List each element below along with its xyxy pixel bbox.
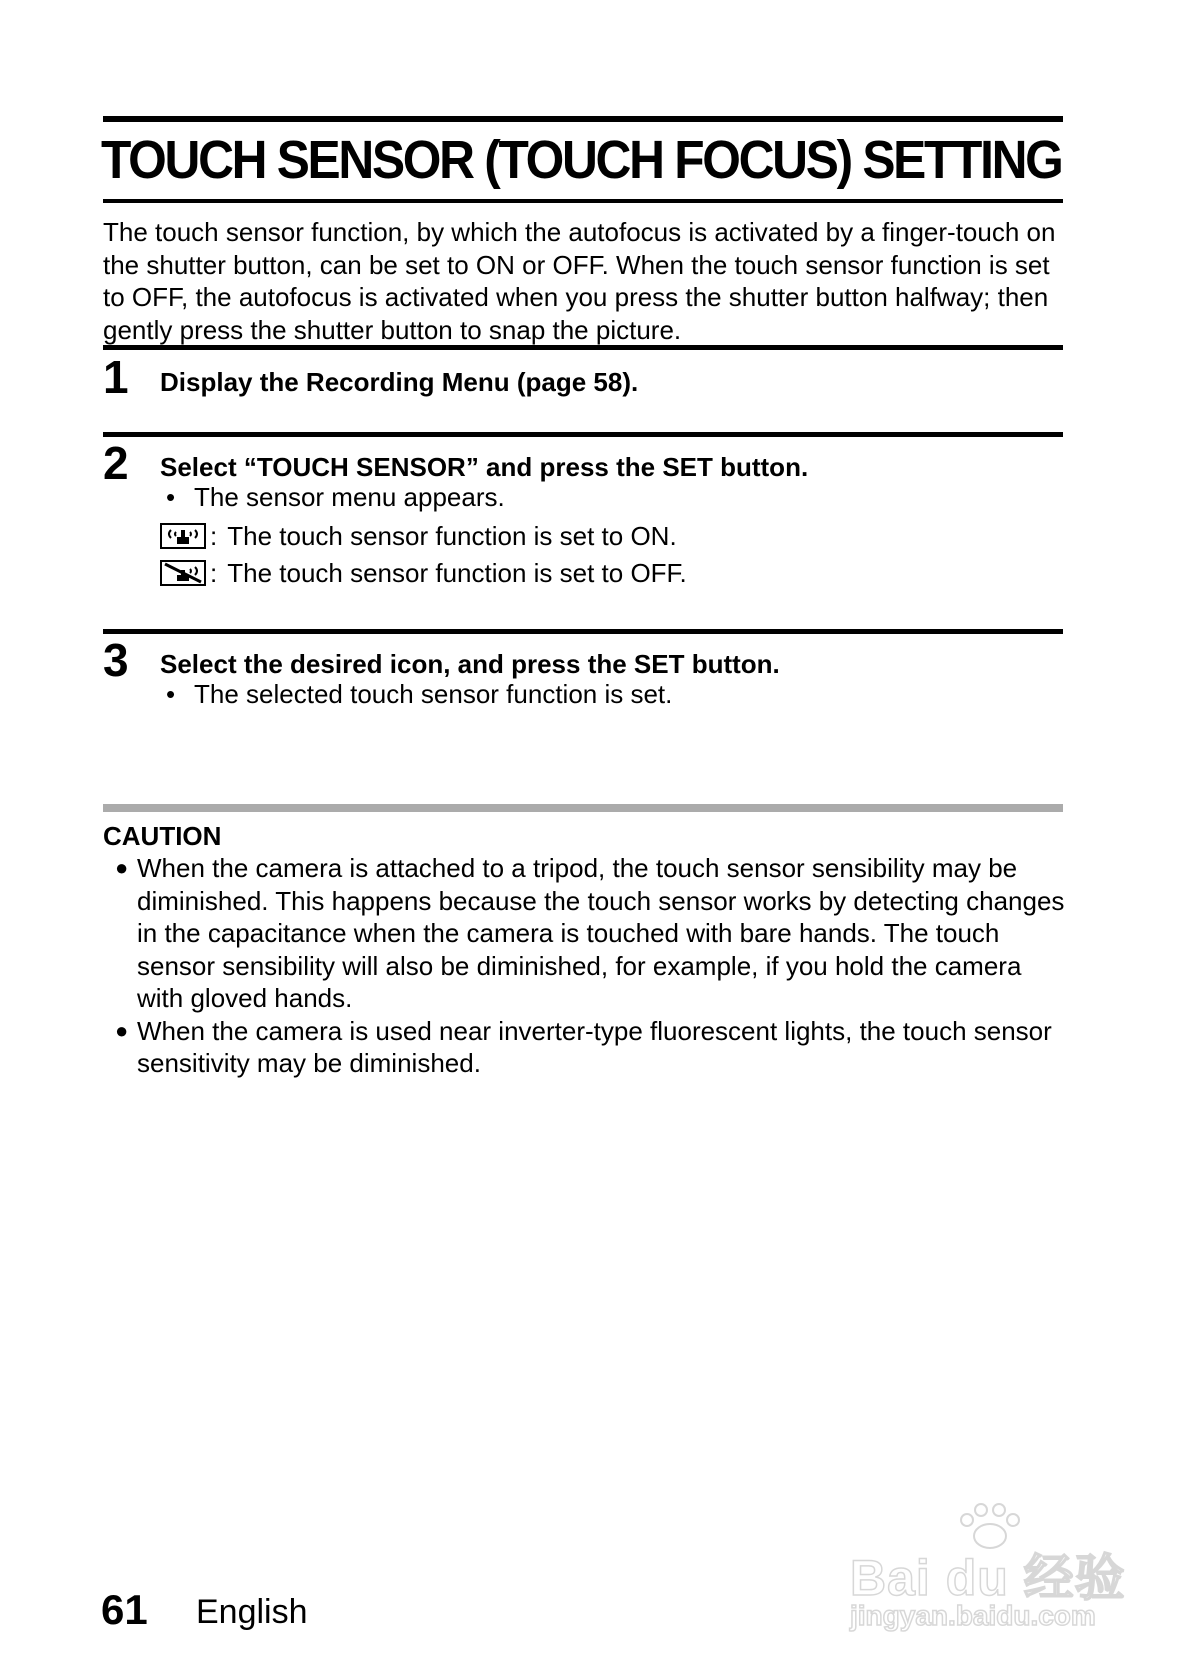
touch-sensor-off-option (160, 557, 687, 589)
step-1-rule (103, 345, 1063, 350)
touch-sensor-on-text: The touch sensor function is set to ON. (227, 521, 677, 551)
step-3-note-text: The selected touch sensor function is set. (194, 679, 673, 709)
bullet-glyph: ● (115, 855, 129, 880)
watermark-url-text: jingyan.baidu.com (850, 1600, 1096, 1631)
option-colon: : (210, 558, 218, 588)
page-number: 61 (101, 1586, 148, 1633)
step-2-note-text: The sensor menu appears. (194, 482, 505, 512)
watermark-main-text: Bai du 经验 (850, 1550, 1126, 1606)
step-3-rule (103, 629, 1063, 634)
touch-sensor-off-text: The touch sensor function is set to OFF. (227, 558, 687, 588)
baidu-watermark (850, 1500, 1130, 1650)
step-3-heading: Select the desired icon, and press the SET button. (160, 649, 780, 679)
step-1-number: 1 (103, 351, 129, 403)
caution-item (103, 1015, 1068, 1080)
step-3-note (160, 678, 672, 710)
step-2-number: 2 (103, 437, 129, 489)
caution-item-text: When the camera is attached to a tripod, the touch sensor sensibility may be diminished. This happens because the touch sensor works by detecting changes in the capacitance when the camera is touched with bare hands. The touch sensor sensibility will also be diminished, for example, if you hold the camera with gloved hands. (137, 853, 1065, 1013)
caution-list (103, 852, 1068, 1080)
step-2-rule (103, 432, 1063, 437)
touch-sensor-on-icon (160, 523, 206, 549)
caution-rule (103, 804, 1063, 812)
bullet-glyph: ● (115, 1017, 129, 1043)
caution-item-text: When the camera is used near inverter-type fluorescent lights, the touch sensor sensitivity may be diminished. (137, 1015, 1052, 1078)
caution-item (103, 852, 1068, 1015)
step-2-note (160, 481, 505, 513)
step-3-number: 3 (103, 634, 129, 686)
title-top-rule (103, 116, 1063, 122)
page-language: English (196, 1593, 308, 1631)
bullet-glyph: • (166, 679, 176, 709)
step-1-heading: Display the Recording Menu (page 58). (160, 367, 639, 397)
caution-heading: CAUTION (103, 821, 222, 851)
page-title: TOUCH SENSOR (TOUCH FOCUS) SETTING (101, 130, 1062, 190)
touch-sensor-off-icon (160, 560, 206, 586)
intro-paragraph: The touch sensor function, by which the autofocus is activated by a finger-touch on the shutter button, can be set to ON or OFF. When the touch sensor function is set to OFF, the autofocus is activated when you press the shutter button halfway; then gently press the shutter button to snap the picture. (103, 217, 1056, 345)
bullet-glyph: • (166, 482, 176, 512)
step-2-heading: Select “TOUCH SENSOR” and press the SET button. (160, 452, 809, 482)
option-colon: : (210, 521, 218, 551)
title-bottom-rule (103, 199, 1063, 203)
touch-sensor-on-option (160, 520, 677, 552)
